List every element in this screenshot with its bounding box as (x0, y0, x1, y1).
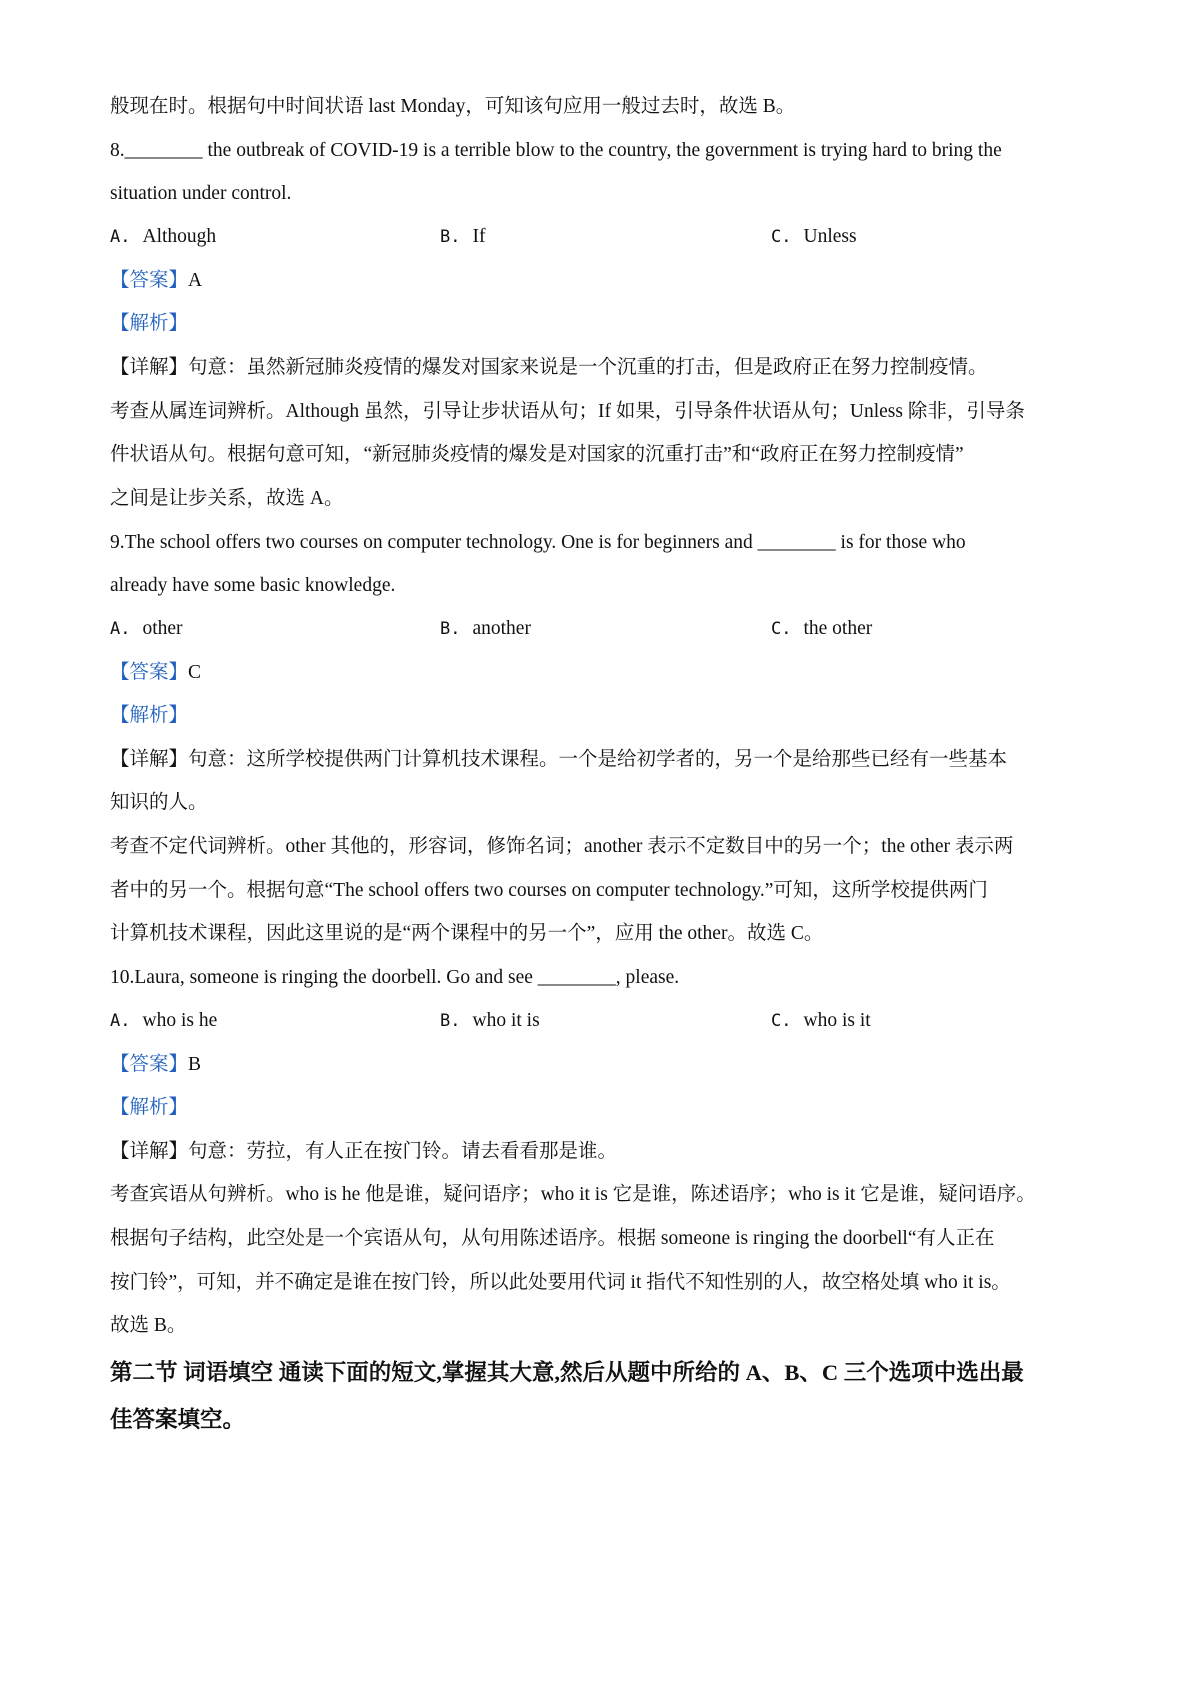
q9-analysis-tag: 【解析】 (110, 705, 189, 726)
q8-explanation-line: 之间是让步关系，故选 A。 (110, 488, 344, 509)
q10-option-c: C. who is it (771, 1010, 871, 1031)
q8-option-b: B. If (440, 226, 486, 247)
q9-explanation-line: 者中的另一个。根据句意“The school offers two courses on computer technology.”可知，这所学校提供两门 (110, 880, 988, 901)
q8-analysis-tag: 【解析】 (110, 313, 189, 334)
q9-answer: 【答案】C (110, 662, 202, 683)
q8-explanation-line: 考查从属连词辨析。Although 虽然，引导让步状语从句；If 如果，引导条件状语从句；Unless 除非，引导条 (110, 401, 1025, 422)
q10-option-b: B. who it is (440, 1010, 540, 1031)
q9-option-b: B. another (440, 618, 531, 639)
q9-option-c: C. the other (771, 618, 873, 639)
q8-option-c: C. Unless (771, 226, 857, 247)
q9-option-a: A. other (110, 618, 183, 639)
q10-explanation-line: 故选 B。 (110, 1315, 187, 1336)
question-9-stem: 9.The school offers two courses on computer technology. One is for beginners and ________ is for those who (110, 532, 966, 553)
question-8-stem-cont: situation under control. (110, 183, 292, 204)
q10-analysis-tag: 【解析】 (110, 1097, 189, 1118)
q8-detail: 【详解】句意：虽然新冠肺炎疫情的爆发对国家来说是一个沉重的打击，但是政府正在努力控制疫情。 (110, 357, 988, 378)
q10-explanation-line: 考查宾语从句辨析。who is he 他是谁，疑问语序；who it is 它是谁，陈述语序；who is it 它是谁，疑问语序。 (110, 1184, 1036, 1205)
q8-option-a: A. Although (110, 226, 217, 247)
q9-detail: 【详解】句意：这所学校提供两门计算机技术课程。一个是给初学者的，另一个是给那些已经有一些基本 (110, 749, 1008, 770)
text-line: 般现在时。根据句中时间状语 last Monday，可知该句应用一般过去时，故选 B。 (110, 96, 796, 117)
section-heading-cont: 佳答案填空。 (110, 1407, 246, 1432)
q8-answer: 【答案】A (110, 270, 203, 291)
question-10-stem: 10.Laura, someone is ringing the doorbell. Go and see ________, please. (110, 967, 680, 988)
q9-detail-cont: 知识的人。 (110, 792, 208, 813)
section-heading: 第二节 词语填空 通读下面的短文,掌握其大意,然后从题中所给的 A、B、C 三个选项中选出最 (110, 1360, 1024, 1385)
q10-explanation-line: 按门铃”，可知，并不确定是谁在按门铃，所以此处要用代词 it 指代不知性别的人，故空格处填 who it is。 (110, 1272, 1011, 1293)
q10-detail: 【详解】句意：劳拉，有人正在按门铃。请去看看那是谁。 (110, 1141, 618, 1162)
q10-explanation-line: 根据句子结构，此空处是一个宾语从句，从句用陈述语序。根据 someone is ringing the doorbell“有人正在 (110, 1228, 995, 1249)
question-9-stem-cont: already have some basic knowledge. (110, 575, 396, 596)
q8-explanation-line: 件状语从句。根据句意可知，“新冠肺炎疫情的爆发是对国家的沉重打击”和“政府正在努力控制疫情” (110, 444, 964, 465)
q9-explanation-line: 考查不定代词辨析。other 其他的，形容词，修饰名词；another 表示不定数目中的另一个；the other 表示两 (110, 836, 1014, 857)
q9-explanation-line: 计算机技术课程，因此这里说的是“两个课程中的另一个”，应用 the other。故选 C。 (110, 923, 824, 944)
question-8-stem: 8.________ the outbreak of COVID-19 is a terrible blow to the country, the government is trying hard to bring the (110, 140, 1002, 161)
q10-option-a: A. who is he (110, 1010, 218, 1031)
q10-answer: 【答案】B (110, 1054, 202, 1075)
